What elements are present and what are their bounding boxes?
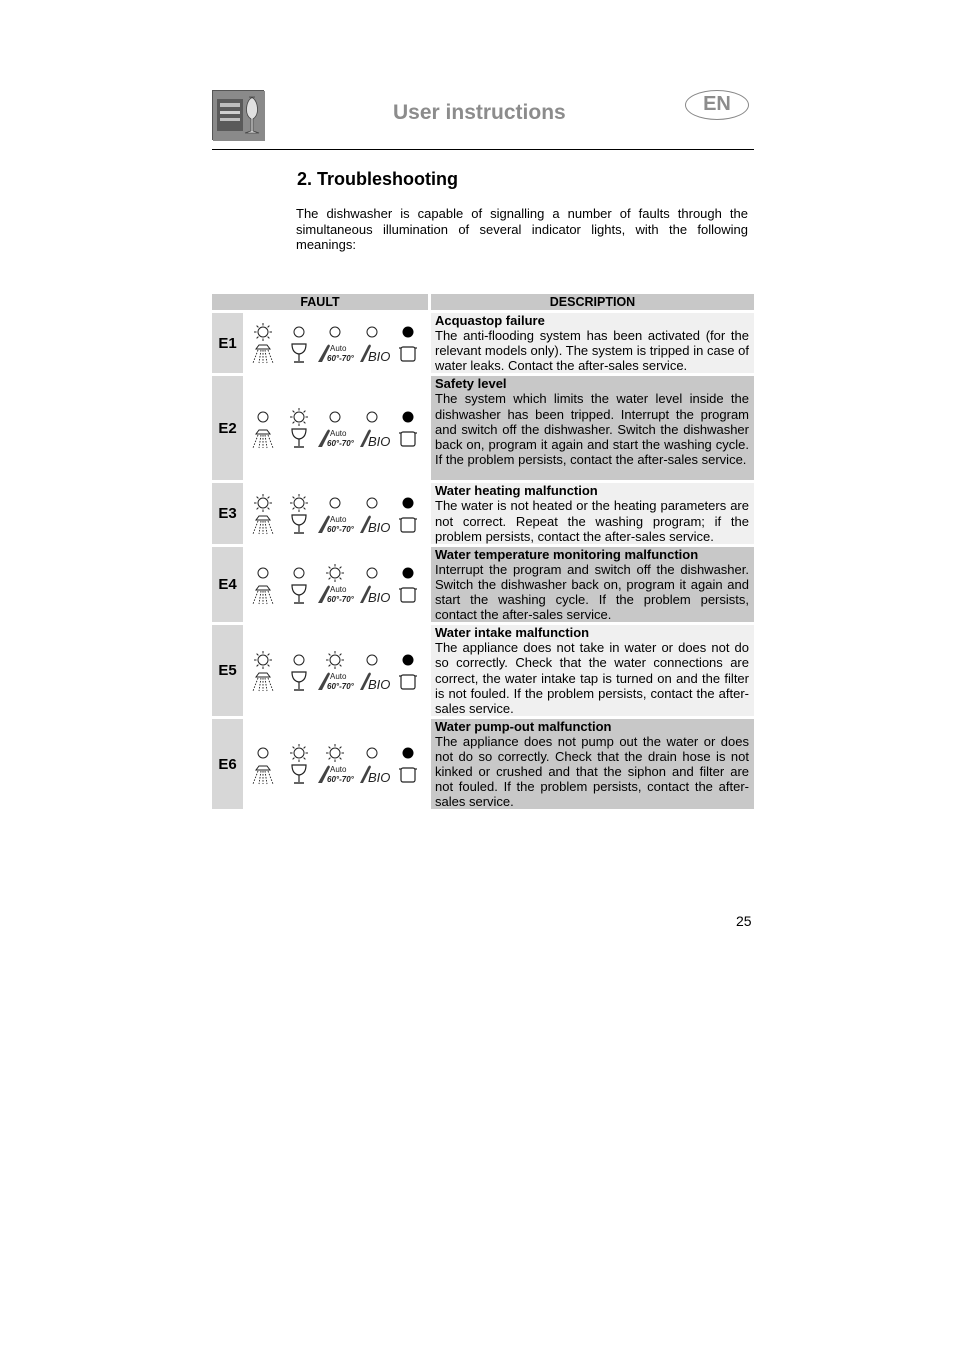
fault-row [212, 544, 754, 622]
indicator-column [318, 563, 355, 605]
indicator-lights [243, 480, 431, 543]
lamp-on-icon [325, 650, 345, 670]
svg-text:Auto: Auto [330, 671, 347, 681]
svg-text:BIO: BIO [367, 676, 391, 692]
indicator-column [282, 650, 316, 692]
lamp-off-icon [325, 407, 345, 427]
fault-text: The appliance does not take in water or does not do so correctly. Check that the water connections are correct, the water intake tap is turned on and the filter is not fouled. If the problem persists, contact the after-sales service. [435, 640, 749, 716]
lamp-off-icon [362, 407, 382, 427]
lamp-off-icon [362, 650, 382, 670]
dishwasher-logo-icon [212, 90, 264, 140]
indicator-column [355, 650, 389, 692]
fault-title: Water heating malfunction [435, 483, 598, 499]
fault-code: E5 [212, 622, 243, 716]
shower-icon [250, 763, 276, 785]
fault-description [431, 310, 754, 373]
indicator-column [246, 650, 280, 692]
indicator-lights [243, 622, 431, 716]
svg-text:BIO: BIO [367, 590, 391, 606]
fault-row [212, 310, 754, 373]
lamp-filled-icon [398, 322, 418, 342]
svg-text:60°-70°: 60°-70° [327, 439, 355, 449]
section-title: 2. Troubleshooting [297, 169, 458, 189]
svg-text:BIO: BIO [367, 434, 391, 450]
lamp-off-icon [325, 322, 345, 342]
pot-icon [397, 513, 419, 535]
svg-text:BIO: BIO [367, 770, 391, 786]
lamp-on-icon [289, 493, 309, 513]
svg-text:60°-70°: 60°-70° [327, 775, 355, 785]
svg-text:Auto: Auto [330, 344, 347, 354]
indicator-column [355, 563, 389, 605]
fault-row [212, 716, 754, 810]
indicator-column [318, 322, 355, 364]
header-divider [212, 149, 754, 150]
fault-table [212, 294, 754, 809]
lamp-filled-icon [398, 407, 418, 427]
lamp-off-icon [253, 563, 273, 583]
shower-icon [250, 342, 276, 364]
lamp-off-icon [362, 493, 382, 513]
fault-description [431, 373, 754, 480]
indicator-column [246, 322, 280, 364]
lamp-off-icon [362, 322, 382, 342]
indicator-column [355, 743, 389, 785]
lamp-filled-icon [398, 493, 418, 513]
svg-text:Auto: Auto [330, 514, 347, 524]
fault-title: Water pump-out malfunction [435, 718, 612, 734]
lamp-off-icon [289, 650, 309, 670]
glass-icon [288, 583, 310, 605]
pot-icon [397, 427, 419, 449]
fault-description [431, 544, 754, 622]
svg-text:60°-70°: 60°-70° [327, 354, 355, 364]
svg-text:60°-70°: 60°-70° [327, 524, 355, 534]
auto-program-icon [316, 670, 354, 692]
lamp-filled-icon [398, 563, 418, 583]
indicator-column [355, 322, 389, 364]
svg-text:Auto: Auto [330, 429, 347, 439]
fault-description [431, 480, 754, 543]
shower-icon [250, 427, 276, 449]
indicator-column [246, 563, 280, 605]
bio-program-icon [359, 427, 391, 450]
glass-icon [288, 763, 310, 785]
indicator-column [391, 743, 425, 785]
fault-header: FAULT [212, 294, 431, 310]
fault-description [431, 716, 754, 810]
lamp-on-icon [289, 743, 309, 763]
fault-row [212, 480, 754, 543]
svg-text:BIO: BIO [367, 519, 391, 535]
indicator-column [282, 322, 316, 364]
lamp-off-icon [325, 493, 345, 513]
pot-icon [397, 583, 419, 605]
indicator-lights [243, 716, 431, 810]
indicator-column [282, 407, 316, 449]
indicator-column [318, 407, 355, 449]
indicator-lights [243, 373, 431, 480]
auto-program-icon [316, 583, 354, 605]
indicator-column [282, 563, 316, 605]
glass-icon [288, 427, 310, 449]
auto-program-icon [316, 763, 354, 785]
pot-icon [397, 670, 419, 692]
fault-code: E2 [212, 373, 243, 480]
svg-text:60°-70°: 60°-70° [327, 595, 355, 605]
lamp-off-icon [362, 563, 382, 583]
lamp-off-icon [253, 407, 273, 427]
bio-program-icon [359, 670, 391, 692]
fault-code: E1 [212, 310, 243, 373]
header-title: User instructions [393, 101, 566, 124]
shower-icon [250, 513, 276, 535]
indicator-lights [243, 310, 431, 373]
fault-title: Water temperature monitoring malfunction [435, 546, 699, 562]
pot-icon [397, 763, 419, 785]
fault-text: The system which limits the water level inside the dishwasher has been tripped. Interrupt the program and switch off the dishwasher. Switch the dishwasher back on, program it again and start the washing cycle. If the problem persists, contact the after-sales service. [435, 391, 749, 467]
lamp-off-icon [289, 563, 309, 583]
indicator-column [246, 493, 280, 535]
lamp-on-icon [253, 322, 273, 342]
bio-program-icon [359, 763, 391, 786]
shower-icon [250, 583, 276, 605]
fault-description [431, 622, 754, 716]
glass-icon [288, 513, 310, 535]
bio-program-icon [359, 513, 391, 535]
indicator-column [355, 493, 389, 535]
indicator-column [246, 407, 280, 449]
auto-program-icon [316, 513, 354, 535]
lamp-off-icon [253, 743, 273, 763]
bio-program-icon [359, 342, 391, 365]
indicator-column [318, 493, 355, 535]
auto-program-icon [316, 427, 354, 449]
fault-title: Acquastop failure [435, 313, 545, 328]
fault-title: Safety level [435, 376, 507, 392]
fault-text: The water is not heated or the heating parameters are not correct. Repeat the washing program; if the problem persists, contact the after-sales service. [435, 498, 749, 544]
svg-text:60°-70°: 60°-70° [327, 681, 355, 691]
page-number: 25 [736, 913, 752, 929]
glass-icon [288, 670, 310, 692]
bio-program-icon [359, 583, 391, 606]
indicator-column [391, 322, 425, 364]
lamp-off-icon [362, 743, 382, 763]
indicator-column [391, 407, 425, 449]
fault-code: E3 [212, 480, 243, 543]
intro-paragraph: The dishwasher is capable of signalling a number of faults through the simultaneous illumination of several indicator lights, with the following meanings: [296, 206, 748, 252]
language-badge: EN [685, 90, 749, 120]
indicator-column [318, 650, 355, 692]
fault-text: Interrupt the program and switch off the dishwasher. Switch the dishwasher back on, program it again and start the washing cycle. If the problem persists, contact the after-sales service. [435, 561, 749, 623]
indicator-column [391, 650, 425, 692]
svg-text:Auto: Auto [330, 585, 347, 595]
svg-text:Auto: Auto [330, 765, 347, 775]
lamp-on-icon [289, 407, 309, 427]
fault-row [212, 373, 754, 480]
fault-text: The anti-flooding system has been activated (for the relevant models only). The system is tripped in case of water leaks. Contact the after-sales service. [435, 328, 749, 374]
fault-title: Water intake malfunction [435, 625, 590, 641]
fault-code: E6 [212, 716, 243, 810]
indicator-column [391, 563, 425, 605]
lamp-on-icon [253, 650, 273, 670]
lamp-filled-icon [398, 650, 418, 670]
fault-row [212, 622, 754, 716]
glass-icon [288, 342, 310, 364]
indicator-column [246, 743, 280, 785]
lamp-off-icon [289, 322, 309, 342]
pot-icon [397, 342, 419, 364]
fault-text: The appliance does not pump out the water or does not do so correctly. Check that the drain hose is not kinked or crushed and that the siphon and filter are not fouled. If the problem persists, contact the after-sales service. [435, 733, 749, 810]
auto-program-icon [316, 342, 354, 364]
indicator-column [318, 743, 355, 785]
lamp-on-icon [253, 493, 273, 513]
indicator-column [282, 493, 316, 535]
indicator-column [355, 407, 389, 449]
lamp-filled-icon [398, 743, 418, 763]
svg-text:BIO: BIO [367, 349, 391, 365]
description-header: DESCRIPTION [431, 294, 754, 310]
indicator-column [391, 493, 425, 535]
indicator-lights [243, 544, 431, 622]
fault-code: E4 [212, 544, 243, 622]
lamp-on-icon [325, 743, 345, 763]
shower-icon [250, 670, 276, 692]
indicator-column [282, 743, 316, 785]
lamp-on-icon [325, 563, 345, 583]
